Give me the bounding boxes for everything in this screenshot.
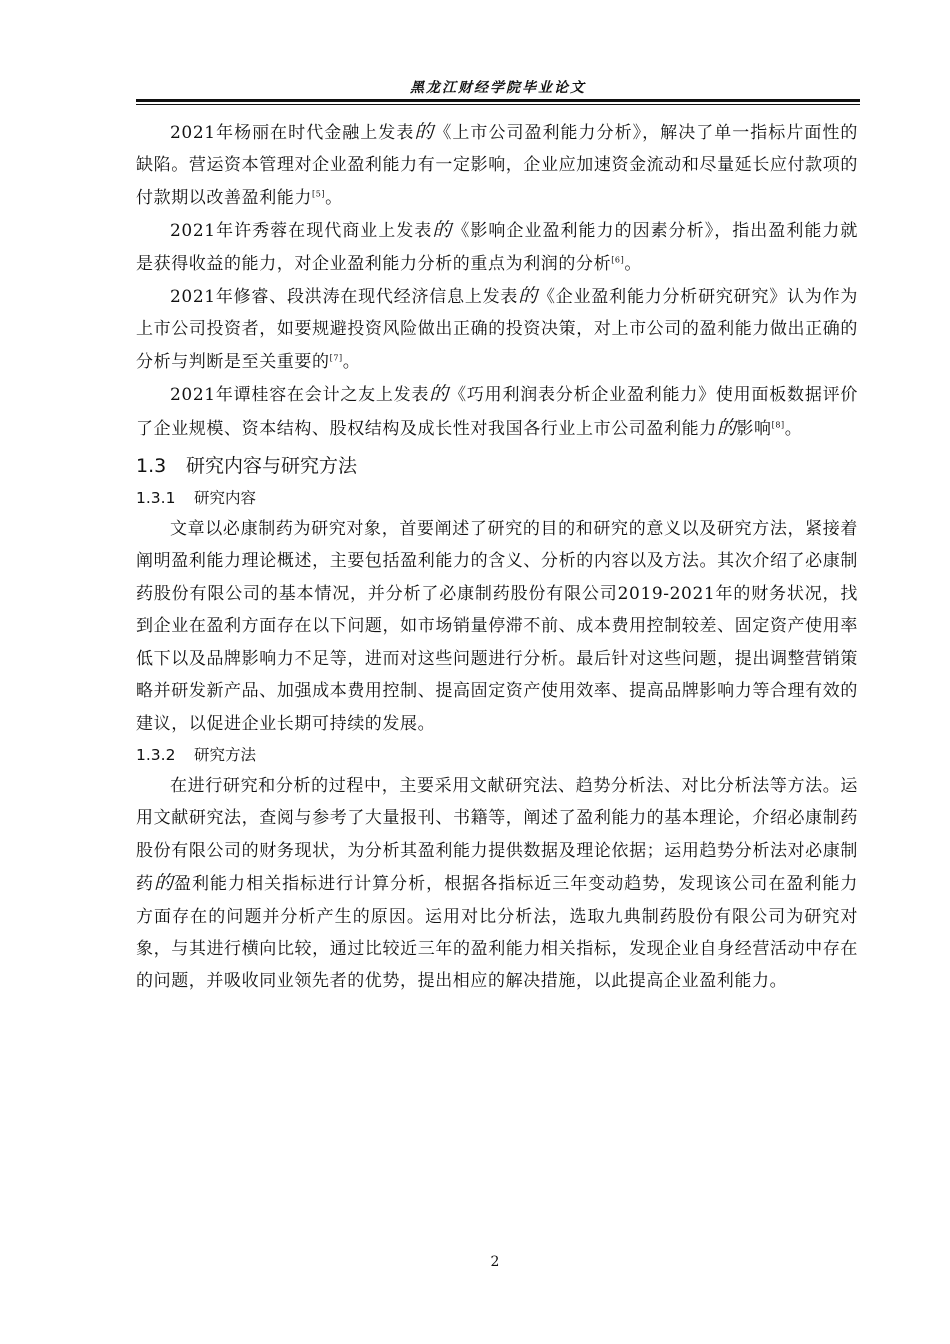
header-rule-thick — [136, 99, 860, 102]
paragraph-literature-3: 2021年修睿、段洪涛在现代经济信息上发表的《企业盈利能力分析研究研究》认为作为上市公司投资者，如要规避投资风险做出正确的投资决策，对上市公司的盈利能力做出正确的分析与判断是至关重要的[7]。 — [136, 285, 858, 372]
paragraph-literature-2: 2021年许秀蓉在现代商业上发表的《影响企业盈利能力的因素分析》，指出盈利能力就是获得收益的能力，对企业盈利能力分析的重点为利润的分析[6]。 — [136, 219, 858, 274]
citation-7: [7] — [329, 353, 343, 363]
section-heading-1-3: 1.3 研究内容与研究方法 — [136, 455, 358, 478]
page-number: 2 — [490, 1254, 500, 1270]
header-rule-thin — [136, 104, 860, 105]
section-heading-1-3-1: 1.3.1 研究内容 — [136, 489, 257, 508]
paragraph-research-methods: 在进行研究和分析的过程中，主要采用文献研究法、趋势分析法、对比分析法等方法。运用文献研究法，查阅与参考了大量报刊、书籍等，阐述了盈利能力的基本理论，介绍必康制药股份有限公司的财务现状，为分析其盈利能力提供数据及理论依据；运用趋势分析法对必康制药的盈利能力相关指标进行计算分析，根据各指标近三年变动趋势，发现该公司在盈利能力方面存在的问题并分析产生的原因。运用对比分析法，选取九典制药股份有限公司为研究对象，与其进行横向比较，通过比较近三年的盈利能力相关指标，发现企业自身经营活动中存在的问题，并吸收同业领先者的优势，提出相应的解决措施，以此提高企业盈利能力。 — [136, 775, 858, 992]
citation-6: [6] — [611, 254, 625, 264]
paragraph-literature-4: 2021年谭桂容在会计之友上发表的《巧用利润表分析企业盈利能力》使用面板数据评价了企业规模、资本结构、股权结构及成长性对我国各行业上市公司盈利能力的影响[8]。 — [136, 383, 858, 439]
paragraph-research-content: 文章以必康制药为研究对象，首要阐述了研究的目的和研究的意义以及研究方法，紧接着阐明盈利能力理论概述，主要包括盈利能力的含义、分析的内容以及方法。其次介绍了必康制药股份有限公司的基本情况，并分析了必康制药股份有限公司2019-2021年的财务状况，找到企业在盈利方面存在以下问题，如市场销量停滞不前、成本费用控制较差、固定资产使用率低下以及品牌影响力不足等，进而对这些问题进行分析。最后针对这些问题，提出调整营销策略并研发新产品、加强成本费用控制、提高固定资产使用效率、提高品牌影响力等合理有效的建议，以促进企业长期可持续的发展。 — [136, 519, 858, 734]
section-heading-1-3-2: 1.3.2 研究方法 — [136, 745, 257, 764]
citation-5: [5] — [312, 189, 326, 199]
paragraph-literature-1: 2021年杨丽在时代金融上发表的《上市公司盈利能力分析》，解决了单一指标片面性的缺陷。营运资本管理对企业盈利能力有一定影响，企业应加速资金流动和尽量延长应付款项的付款期以改善盈利能力[5]。 — [136, 121, 858, 208]
citation-8: [8] — [771, 420, 785, 429]
running-header: 黑龙江财经学院毕业论文 — [410, 80, 586, 96]
body-content — [136, 116, 858, 998]
